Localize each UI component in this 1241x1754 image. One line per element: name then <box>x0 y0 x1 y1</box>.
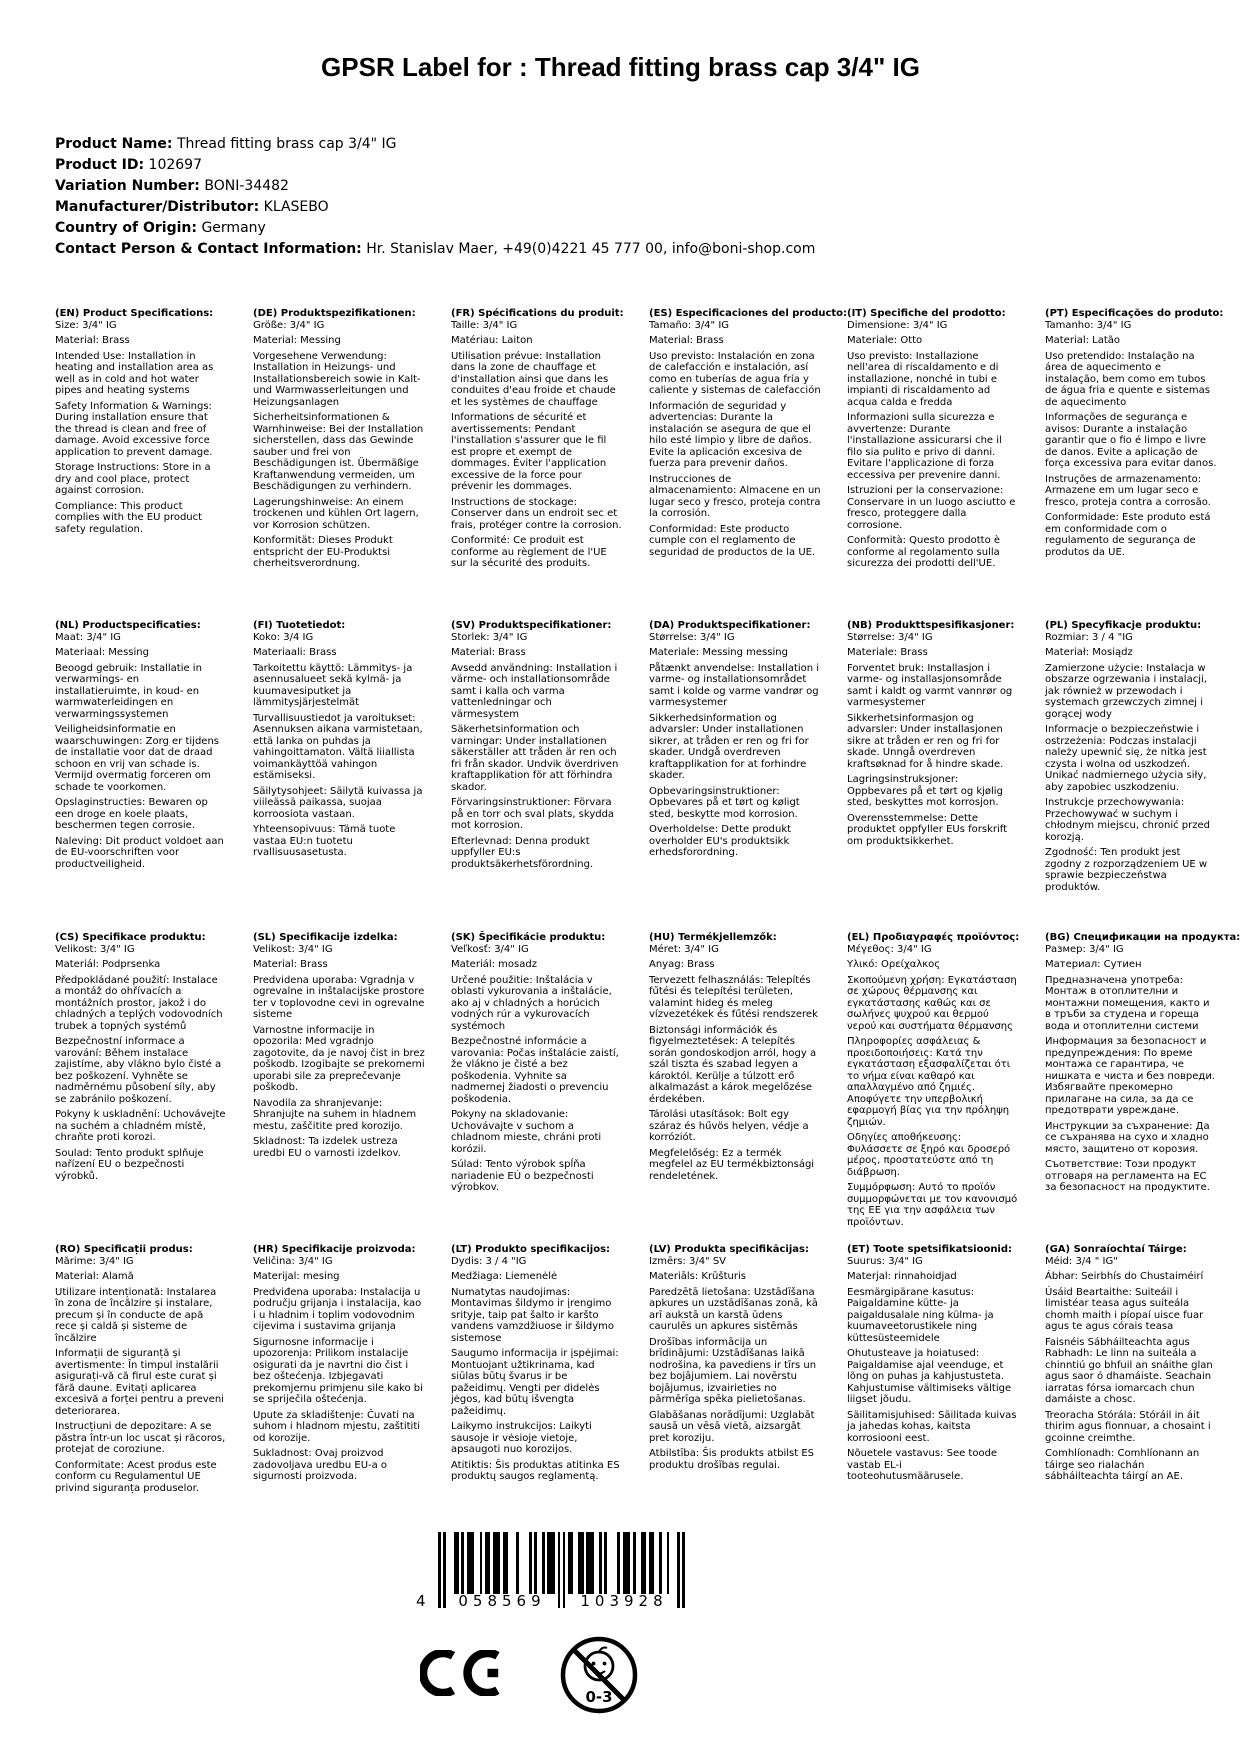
barcode-bar <box>506 1532 509 1594</box>
product-info-value: KLASEBO <box>263 199 329 215</box>
spec-block-header: (LT) Produkto specifikacijos: <box>451 1244 611 1255</box>
spec-paragraph: Suurus: 3/4" IG <box>847 1255 923 1267</box>
product-info <box>55 134 815 260</box>
spec-paragraph: Beoogd gebruik: Installatie in verwarmings- en installatieruimte, in koud- en warmwaterleidingen en verwarmingssystemen <box>55 662 202 720</box>
spec-paragraph: Sukladnost: Ovaj proizvod zadovoljava uredbu EU-a o sigurnosti proizvoda. <box>253 1448 388 1482</box>
spec-paragraph: Soulad: Tento produkt splňuje nařízení EU o bezpečnosti výrobků. <box>55 1147 204 1182</box>
spec-block-el <box>847 932 1019 1228</box>
spec-block-header: (PT) Especificações do produto: <box>1045 308 1224 319</box>
product-info-label: Manufacturer/Distributor: <box>55 199 260 215</box>
spec-paragraph: Izmērs: 3/4" SV <box>649 1255 727 1267</box>
spec-paragraph: Yhteensopivuus: Tämä tuote vastaa EU:n tuotetu rvallisuusasetusta. <box>253 824 396 858</box>
spec-paragraph: Instrucțiuni de depozitare: A se păstra într-un loc uscat și răcoros, protejat de coroziune. <box>55 1421 226 1455</box>
product-info-row <box>55 155 815 176</box>
spec-paragraph: Tamaño: 3/4" IG <box>649 319 730 331</box>
spec-paragraph: Saugumo informacija ir įspėjimai: Montuojant užtikrinama, kad siūlas būtų švarus ir be pažeidimų. Vengti per didelės jėgos, kad būtų išvengta pažeidimų. <box>451 1348 619 1417</box>
spec-paragraph: Tamanho: 3/4" IG <box>1045 319 1132 331</box>
spec-paragraph: Biztonsági információk és figyelmeztetések: A telepítés során gondoskodjon arról, hogy a szál tiszta és szabad legyen a károktól. Kerülje a túlzott erő alkalmazást a károk megelőzése érdekében. <box>649 1024 817 1105</box>
spec-paragraph: Eesmärgipärane kasutus: Paigaldamine kütte- ja paigaldusalale ning külma- ja kuumaveetorustikele ning küttesüsteemidele <box>847 1286 994 1344</box>
spec-paragraph: Υλικό: Ορείχαλκος <box>847 959 941 970</box>
spec-paragraph: Vorgesehene Verwendung: Installation in Heizungs- und Installationsbereich sowie in Kalt- und Warmwasserleitungen und Heizungsanlagen <box>253 350 421 408</box>
spec-block-pl <box>1045 620 1217 893</box>
spec-block-fi <box>253 620 425 859</box>
spec-paragraph: Säilitamisjuhised: Säilitada kuivas ja jahedas kohas, kaitsta korrosiooni eest. <box>847 1409 1017 1444</box>
spec-paragraph: Glabāšanas norādījumi: Uzglabāt sausā un vēsā vietā, aizsargāt pret koroziju. <box>649 1409 815 1444</box>
spec-paragraph: Material: Brass <box>55 335 130 346</box>
spec-paragraph: Conformità: Questo prodotto è conforme al regolamento sulla sicurezza dei prodotti dell'UE. <box>847 535 1001 569</box>
spec-paragraph: Størrelse: 3/4" IG <box>847 631 933 643</box>
spec-block-header: (CS) Specifikace produktu: <box>55 932 206 943</box>
spec-paragraph: Bezpečnostné informácie a varovania: Počas inštalácie zaistí, že vlákno je čisté a bez poškodenia. Vyhnite sa nadmernej žiadosti o prevenciu poškodenia. <box>451 1036 619 1105</box>
page-title: GPSR Label for : Thread fitting brass cap 3/4" IG <box>321 52 920 82</box>
spec-paragraph: Материал: Сутиен <box>1045 959 1142 970</box>
spec-paragraph: Velikost: 3/4" IG <box>253 943 333 955</box>
spec-paragraph: Instruções de armazenamento: Armazene em um lugar seco e fresco, proteja contra a corrosão. <box>1045 473 1211 508</box>
spec-paragraph: Predvidena uporaba: Vgradnja v ogrevalne in inštalacijske prostore ter v toplovodne cevi in ogrevalne sisteme <box>253 974 425 1020</box>
spec-paragraph: Tarkoitettu käyttö: Lämmitys- ja asennusalueet sekä kylmä- ja kuumavesiputket ja lämmitysjärjestelmät <box>253 662 413 708</box>
spec-paragraph: Dydis: 3 / 4 "IG <box>451 1255 527 1267</box>
spec-paragraph: Ohutusteave ja hoiatused: Paigaldamise ajal veenduge, et lõng on puhas ja kahjustusteta. Kahjustumise vältimiseks vältige liigset jõudu. <box>847 1348 1012 1405</box>
barcode-bar <box>498 1532 501 1594</box>
spec-paragraph: Material: Messing <box>253 335 341 346</box>
spec-paragraph: Taille: 3/4" IG <box>451 319 518 331</box>
barcode-bar <box>659 1532 662 1594</box>
barcode-bar <box>480 1532 483 1594</box>
spec-block-header: (LV) Produkta specifikācijas: <box>649 1244 809 1255</box>
spec-block-et <box>847 1244 1019 1483</box>
spec-paragraph: Upute za skladištenje: Čuvati na suhom i hladnom mjestu, zaštititi od korozije. <box>253 1409 421 1444</box>
spec-paragraph: Materiál: mosadz <box>451 959 537 970</box>
spec-block-header: (SL) Specifikacije izdelka: <box>253 932 398 943</box>
spec-paragraph: Určené použitie: Inštalácia v oblasti vykurovania a inštalácie, ako aj v chladných a horúcich vodných rúr a vykurovacích systémoch <box>451 974 612 1032</box>
product-info-label: Product Name: <box>55 136 173 152</box>
spec-paragraph: Instructions de stockage: Conserver dans un endroit sec et frais, protéger contre la corrosion. <box>451 496 622 531</box>
spec-paragraph: Bezpečnostní informace a varování: Během instalace zajistíme, aby vlákno bylo čisté a bez poškození. Vyhněte se nadměrnému působení síly, aby se zabránilo poškození. <box>55 1036 222 1105</box>
spec-paragraph: Informações de segurança e avisos: Durante a instalação garantir que o fio é limpo e livre de danos. Evite a aplicação de força excessiva para evitar danos. <box>1045 412 1217 469</box>
spec-paragraph: Informations de sécurité et avertissements: Pendant l'installation s'assurer que le fil est propre et exempt de dommages. Éviter l'application excessive de la force pour prévenir les dommages. <box>451 412 607 492</box>
spec-paragraph: Materiał: Mosiądz <box>1045 647 1133 658</box>
spec-block-header: (DA) Produktspecifikationer: <box>649 620 811 631</box>
spec-paragraph: Förvaringsinstruktioner: Förvara på en torr och sval plats, skydda mot korrosion. <box>451 797 615 831</box>
product-info-row <box>55 197 815 218</box>
spec-paragraph: Οδηγίες αποθήκευσης: Φυλάσσετε σε ξηρό και δροσερό μέρος, προστατεύστε από τη διάβρωση. <box>847 1132 1011 1178</box>
spec-paragraph: Atitiktis: Šis produktas atitinka ES produktų saugos reglamentą. <box>451 1459 620 1482</box>
spec-paragraph: Sigurnosne informacije i upozorenja: Prilikom instalacije osigurati da je navrtni dio čist i bez oštećenja. Izbjegavati prekomjernu primjenu sile kako bi se spriječila oštećenja. <box>253 1336 423 1405</box>
product-info-row <box>55 134 815 155</box>
spec-block-cs <box>55 932 227 1182</box>
spec-paragraph: Zamierzone użycie: Instalacja w obszarze ogrzewania i instalacji, jak również w przewodach i systemach grzewczych zimnej i gorącej wody <box>1045 662 1207 720</box>
spec-paragraph: Numatytas naudojimas: Montavimas šildymo ir įrengimo srityje, taip pat šalto ir karšto vandens vamzdžiuose ir šildymo sistemose <box>451 1286 614 1344</box>
barcode-bar <box>617 1532 620 1594</box>
spec-paragraph: Navodila za shranjevanje: Shranjujte na suhem in hladnem mestu, zaščitite pred korozijo. <box>253 1097 417 1132</box>
spec-paragraph: Konformität: Dieses Produkt entspricht der EU-Produktsi cherheitsverordnung. <box>253 535 393 569</box>
spec-block-header: (EN) Product Specifications: <box>55 308 214 319</box>
spec-paragraph: Méid: 3/4 " IG" <box>1045 1255 1118 1267</box>
product-info-row <box>55 176 815 197</box>
spec-block-header: (FR) Spécifications du produit: <box>451 308 624 319</box>
barcode-bar <box>552 1532 555 1594</box>
barcode-bar <box>667 1532 670 1594</box>
spec-block-header: (RO) Specificații produs: <box>55 1244 193 1255</box>
barcode-bar <box>643 1532 646 1594</box>
spec-paragraph: Maat: 3/4" IG <box>55 631 121 643</box>
spec-paragraph: Размер: 3/4" IG <box>1045 943 1124 955</box>
product-info-label: Variation Number: <box>55 178 200 194</box>
barcode-bar <box>651 1532 654 1594</box>
spec-paragraph: Sikkerhetsinformasjon og advarsler: Under installasjonen sikre at tråden er ren og fri for skade. Unngå overdreven kraftsøknad for å hindre skade. <box>847 712 1004 770</box>
spec-paragraph: Lagerungshinweise: An einem trockenen und kühlen Ort lagern, vor Korrosion schützen. <box>253 496 419 531</box>
spec-paragraph: Material: Brass <box>649 335 724 346</box>
spec-paragraph: Conformidade: Este produto está em conformidade com o regulamento de segurança de produtos da UE. <box>1045 512 1211 558</box>
product-info-row <box>55 218 815 239</box>
spec-paragraph: Uso pretendido: Instalação na área de aquecimento e instalação, bem como em tubos de água fria e quente e sistemas de aquecimento <box>1045 350 1210 408</box>
spec-paragraph: Medžiaga: Liemenėlė <box>451 1271 558 1282</box>
spec-paragraph: Drošības informācija un brīdinājumi: Uzstādīšanas laikā nodrošina, ka pavediens ir tīrs un bez bojājumiem. Lai novērstu bojājumus, izvairieties no pārmērīga spēka pielietošanas. <box>649 1336 817 1405</box>
spec-paragraph: Zgodność: Ten produkt jest zgodny z rozporządzeniem UE w sprawie bezpieczeństwa produktów. <box>1045 847 1208 893</box>
spec-paragraph: Påtænkt anvendelse: Installation i varme- og installationsområdet samt i kolde og varme vandrør og varmesystemer <box>649 662 820 708</box>
spec-paragraph: Informacje o bezpieczeństwie i ostrzeżenia: Podczas instalacji należy upewnić się, że nitka jest czysta i wolna od uszkodzeń. Unikać nadmiernego użycia siły, aby zapobiec uszkodzeniu. <box>1045 724 1207 793</box>
spec-paragraph: Instrukcje przechowywania: Przechowywać w suchym i chłodnym miejscu, chronić przed korozją. <box>1045 797 1211 843</box>
spec-paragraph: Инструкции за съхранение: Да се съхранява на сухо и хладно място, защитено от корозия. <box>1045 1120 1210 1155</box>
spec-paragraph: Opslaginstructies: Bewaren op een droge en koele plaats, beschermen tegen corrosie. <box>55 797 208 831</box>
spec-paragraph: Uso previsto: Instalación en zona de calefacción e instalación, así como en tuberías de agua fría y caliente y sistemas de calefacción <box>649 350 821 396</box>
spec-paragraph: Uso previsto: Installazione nell'area di riscaldamento e di installazione, nonché in tubi e impianti di riscaldamento ad acqua calda e fredda <box>847 350 999 408</box>
spec-paragraph: Rozmiar: 3 / 4 "IG <box>1045 631 1133 643</box>
spec-paragraph: Информация за безопасност и предупреждения: По време монтажа се гарантира, че нишката е чиста и без повреди. Избягвайте прекомерно прилагане на сила, за да се предотврати увреждане. <box>1045 1036 1215 1116</box>
barcode-bar <box>456 1532 459 1594</box>
spec-paragraph: Súlad: Tento výrobok spĺňa nariadenie EÚ o bezpečnosti výrobkov. <box>451 1159 594 1193</box>
barcode-first-digit: 4 <box>416 1592 426 1610</box>
spec-paragraph: Turvallisuustiedot ja varoitukset: Asennuksen aikana varmistetaan, että lanka on puhdas ja vahingoittamaton. Vältä liiallista voimankäyttöä vahingon estämiseksi. <box>253 712 423 781</box>
ce-mark-icon <box>420 1650 512 1700</box>
spec-block-de <box>253 308 425 570</box>
spec-block-header: (EL) Προδιαγραφές προϊόντος: <box>847 932 1020 943</box>
spec-block-header: (NL) Productspecificaties: <box>55 620 201 631</box>
barcode-bar <box>438 1532 441 1608</box>
spec-block-header: (PL) Specyfikacje produktu: <box>1045 620 1202 631</box>
spec-paragraph: Material: Latão <box>1045 335 1121 346</box>
spec-paragraph: Størrelse: 3/4" IG <box>649 631 735 643</box>
spec-paragraph: Overholdelse: Dette produkt overholder EU's produktsikk erhedsforordning. <box>649 824 792 858</box>
spec-block-nl <box>55 620 227 870</box>
spec-block-header: (HU) Termékjellemzők: <box>649 932 777 943</box>
spec-paragraph: Úsáid Beartaithe: Suiteáil i limistéar teasa agus suiteála chomh maith i píopaí uisce fuar agus te agus córais teasa <box>1045 1286 1204 1332</box>
spec-block-header: (ET) Toote spetsifikatsioonid: <box>847 1244 1013 1255</box>
product-info-value: Hr. Stanislav Maer, +49(0)4221 45 777 00, info@boni-shop.com <box>366 241 816 257</box>
spec-paragraph: Sikkerhedsinformation og advarsler: Under installationen sikrer, at tråden er ren og fri for skader. Undgå overdreven kraftapplikation for at forhindre skader. <box>649 712 809 781</box>
spec-paragraph: Información de seguridad y advertencias: Durante la instalación se asegura de que el hilo esté limpio y libre de daños. Evite la aplicación excesiva de fuerza para prevenir daños. <box>649 400 812 469</box>
spec-block-fr <box>451 308 623 570</box>
spec-block-en <box>55 308 227 535</box>
spec-paragraph: Предназначена употреба: Монтаж в отоплителни и монтажни помещения, както и в тръби за студена и гореща вода и отоплителни системи <box>1045 974 1210 1032</box>
barcode-bar <box>604 1532 607 1594</box>
spec-paragraph: Material: Brass <box>253 959 328 970</box>
spec-paragraph: Materiale: Messing messing <box>649 647 788 658</box>
spec-paragraph: Πληροφορίες ασφάλειας & προειδοποιήσεις: Κατά την εγκατάσταση εξασφαλίζεται ότι το νήμα είναι καθαρό και απαλλαγμένο από ζημιές. Αποφύγετε την υπερβολική εφαρμογή βίας για την πρόληψη ζημιών. <box>847 1036 1011 1128</box>
spec-block-header: (DE) Produktspezifikationen: <box>253 308 416 319</box>
spec-paragraph: Skladnost: Ta izdelek ustreza uredbi EU o varnosti izdelkov. <box>253 1136 401 1159</box>
spec-paragraph: Tervezett felhasználás: Telepítés fűtési és telepítési területen, valamint hideg és meleg vízvezetékek és fűtési rendszerek <box>649 974 818 1020</box>
spec-paragraph: Ábhar: Seirbhís do Chustaiméirí <box>1045 1271 1204 1282</box>
spec-paragraph: Méret: 3/4" IG <box>649 943 719 955</box>
spec-paragraph: Faisnéis Sábháilteachta agus Rabhadh: Le linn na suiteála a chinntiú go bhfuil an snáithe glan agus saor ó dhamáiste. Seachain iarratas fórsa iomarcach chun damáiste a chosc. <box>1045 1336 1213 1405</box>
barcode-bar <box>472 1532 475 1594</box>
spec-paragraph: Συμμόρφωση: Αυτό το προϊόν συμμορφώνεται με τον κανονισμό της ΕΕ για την ασφάλεια των προϊόντων. <box>847 1182 1018 1228</box>
product-info-label: Product ID: <box>55 157 145 173</box>
spec-paragraph: Treoracha Stórála: Stóráil in áit thirim agus fionnuar, a chosaint i gcoinne creimthe. <box>1045 1409 1211 1444</box>
spec-paragraph: Materiāls: Krūšturis <box>649 1271 746 1282</box>
barcode-left-digits: 058569 <box>458 1592 546 1610</box>
spec-block-lt <box>451 1244 623 1483</box>
barcode-bar <box>487 1532 490 1594</box>
spec-paragraph: Předpokládané použití: Instalace a montáž do ohřívacích a montážních prostor, jakož i do chladných a teplých vodovodních trubek a topných systémů <box>55 974 223 1032</box>
spec-block-header: (HR) Specifikacije proizvoda: <box>253 1244 416 1255</box>
spec-paragraph: Predviđena uporaba: Instalacija u području grijanja i instalacija, kao i u hladnim i toplim vodovodnim cijevima i sustavima grijanja <box>253 1286 422 1332</box>
barcode-bar <box>529 1532 532 1594</box>
spec-block-pt <box>1045 308 1224 558</box>
spec-paragraph: Avsedd användning: Installation i värme- och installationsområde samt i kalla och varma vattenledningar och värmesystem <box>451 662 618 720</box>
spec-paragraph: Materjal: rinnahoidjad <box>847 1271 957 1282</box>
spec-block-lv <box>649 1244 821 1471</box>
spec-paragraph: Laikymo instrukcijos: Laikyti sausoje ir vėsioje vietoje, apsaugoti nuo korozijos. <box>451 1421 592 1455</box>
spec-paragraph: Atbilstība: Šis produkts atbilst ES produktu drošības regulai. <box>649 1448 815 1471</box>
spec-paragraph: Materijal: mesing <box>253 1271 340 1282</box>
barcode-bar <box>563 1532 566 1608</box>
spec-paragraph: Σκοπούμενη χρήση: Εγκατάσταση σε χώρους θέρμανσης και εγκατάστασης καθώς και σε σωλήνες ψυχρού και θερμού νερού και συστήματα θέρμανσης <box>847 974 1017 1032</box>
spec-paragraph: Efterlevnad: Denna produkt uppfyller EU:s produktsäkerhetsförordning. <box>451 835 594 870</box>
spec-paragraph: Informazioni sulla sicurezza e avvertenze: Durante l'installazione assicurarsi che il filo sia pulito e privo di danni. Evitare l'applicazione di forza eccessiva per prevenire danni. <box>847 412 1002 481</box>
spec-paragraph: Instrucciones de almacenamiento: Almacene en un lugar seco y fresco, proteja contra la corrosión. <box>649 473 821 519</box>
barcode-bar <box>599 1532 602 1594</box>
spec-paragraph: Dimensione: 3/4" IG <box>847 319 948 331</box>
spec-block-sv <box>451 620 623 870</box>
spec-block-ro <box>55 1244 227 1494</box>
barcode-bar <box>581 1532 584 1594</box>
spec-paragraph: Materiaal: Messing <box>55 647 149 658</box>
spec-paragraph: Mărime: 3/4" IG <box>55 1255 134 1267</box>
spec-paragraph: Conformité: Ce produit est conforme au règlement de l'UE sur la sécurité des produits. <box>451 535 607 569</box>
barcode-right-digits: 103928 <box>580 1592 668 1610</box>
spec-block-header: (SV) Produktspecifikationer: <box>451 620 612 631</box>
barcode-bar <box>591 1532 594 1594</box>
spec-paragraph: Съответствие: Този продукт отговаря на регламента на ЕС за безопасност на продуктите. <box>1045 1159 1210 1193</box>
barcode-bar <box>542 1532 545 1594</box>
spec-paragraph: Anyag: Brass <box>649 959 715 970</box>
spec-block-header: (GA) Sonraíochtaí Táirge: <box>1045 1244 1187 1255</box>
spec-paragraph: Compliance: This product complies with the EU product safety regulation. <box>55 500 203 535</box>
spec-paragraph: Veličina: 3/4" IG <box>253 1255 333 1267</box>
barcode-bar <box>633 1532 636 1594</box>
spec-block-hu <box>649 932 821 1182</box>
spec-block-header: (BG) Спецификации на продукта: <box>1045 932 1241 943</box>
spec-paragraph: Tárolási utasítások: Bolt egy száraz és hűvös helyen, védje a korróziót. <box>649 1109 809 1143</box>
spec-block-es <box>649 308 848 558</box>
spec-paragraph: Istruzioni per la conservazione: Conservare in un luogo asciutto e fresco, proteggere dalla corrosione. <box>847 485 1016 531</box>
barcode-bar <box>628 1532 631 1594</box>
spec-block-header: (ES) Especificaciones del producto: <box>649 308 848 319</box>
spec-paragraph: Intended Use: Installation in heating and installation area as well as in cold and hot water pipes and heating systems <box>55 350 214 396</box>
spec-paragraph: Velikost: 3/4" IG <box>55 943 135 955</box>
spec-block-sk <box>451 932 623 1194</box>
spec-block-header: (NB) Produkttspesifikasjoner: <box>847 620 1015 631</box>
spec-block-ga <box>1045 1244 1217 1483</box>
spec-block-header: (IT) Specifiche del prodotto: <box>847 308 1006 319</box>
spec-block-da <box>649 620 821 859</box>
spec-block-header: (SK) Špecifikácie produktu: <box>451 932 606 943</box>
spec-block-header: (FI) Tuotetiedot: <box>253 620 346 631</box>
spec-paragraph: Sicherheitsinformationen & Warnhinweise: Bei der Installation sicherstellen, dass das Gewinde sauber und frei von Beschädigungen ist. Übermäßige Kraftanwendung vermeiden, um Beschädigungen zu verhindern. <box>253 412 424 492</box>
product-info-label: Country of Origin: <box>55 220 197 236</box>
spec-paragraph: Conformitate: Acest produs este conform cu Regulamentul UE privind siguranța produselor. <box>55 1459 217 1494</box>
spec-paragraph: Säkerhetsinformation och varningar: Under installationen säkerställer att tråden är ren och fri från skador. Undvik överdriven kraftapplikation för att förhindra skador. <box>451 724 619 793</box>
spec-paragraph: Safety Information & Warnings: During installation ensure that the thread is clean and free of damage. Avoid excessive force application to prevent damage. <box>55 400 213 458</box>
spec-paragraph: Storage Instructions: Store in a dry and cool place, protect against corrosion. <box>55 462 211 496</box>
spec-paragraph: Material: Brass <box>451 647 526 658</box>
spec-paragraph: Storlek: 3/4" IG <box>451 631 528 643</box>
spec-paragraph: Veľkosť: 3/4" IG <box>451 943 529 955</box>
spec-block-nb <box>847 620 1019 847</box>
product-info-value: 102697 <box>148 157 202 173</box>
spec-paragraph: Naleving: Dit product voldoet aan de EU-voorschriften voor productveiligheid. <box>55 835 224 870</box>
spec-paragraph: Materiál: Podprsenka <box>55 959 161 970</box>
spec-paragraph: Opbevaringsinstruktioner: Opbevares på et tørt og køligt sted, beskytte mod korrosion. <box>649 785 800 820</box>
barcode-bar <box>534 1532 537 1594</box>
product-info-label: Contact Person & Contact Information: <box>55 241 362 257</box>
spec-paragraph: Μέγεθος: 3/4" IG <box>847 943 932 955</box>
spec-paragraph: Conformidad: Este producto cumple con el reglamento de seguridad de productos de la UE. <box>649 523 816 558</box>
barcode-bar <box>516 1532 519 1594</box>
barcode-bar <box>461 1532 464 1594</box>
age-label: 0-3 <box>585 1688 613 1706</box>
spec-paragraph: Overensstemmelse: Dette produktet oppfyller EUs forskrift om produktsikkerhet. <box>847 812 1008 847</box>
product-info-value: Germany <box>201 220 266 236</box>
spec-paragraph: Megfelelőség: Ez a termék megfelel az EU termékbiztonsági rendeletének. <box>649 1147 815 1182</box>
spec-paragraph: Veiligheidsinformatie en waarschuwingen: Zorg er tijdens de installatie voor dat de draad schoon en vrij van schade is. Vermijd overmatig forceren om schade te voorkomen. <box>55 724 220 793</box>
spec-paragraph: Pokyny na skladovanie: Uchovávajte v suchom a chladnom mieste, chráni proti korózii. <box>451 1109 602 1155</box>
spec-block-sl <box>253 932 425 1159</box>
spec-paragraph: Materiale: Brass <box>847 647 928 658</box>
barcode-bar <box>682 1532 685 1608</box>
spec-paragraph: Säilytysohjeet: Säilytä kuivassa ja viileässä paikassa, suojaa korroosiota vastaan. <box>253 785 423 820</box>
spec-paragraph: Size: 3/4" IG <box>55 319 117 331</box>
spec-grid <box>55 308 1241 1556</box>
spec-paragraph: Paredzētā lietošana: Uzstādīšana apkures un uzstādīšanas zonā, kā arī aukstā un karstā ūdens caurulēs un apkures sistēmās <box>649 1286 818 1332</box>
spec-paragraph: Material: Alamă <box>55 1271 134 1282</box>
spec-paragraph: Materiale: Otto <box>847 335 923 346</box>
spec-paragraph: Utilisation prévue: Installation dans la zone de chauffage et d'installation ainsi que dans les conduites d'eau froide et chaude et les systèmes de chauffage <box>451 350 616 408</box>
spec-block-it <box>847 308 1019 570</box>
spec-paragraph: Utilizare intenționată: Instalarea în zona de încălzire și instalare, precum și în conducte de apă rece și caldă și sisteme de încălzire <box>55 1286 217 1344</box>
spec-paragraph: Informații de siguranță și avertismente: În timpul instalării asigurați-vă că firul este curat și fără daune. Evitați aplicarea excesivă a forței pentru a preveni deteriorarea. <box>55 1348 224 1417</box>
spec-paragraph: Lagringsinstruksjoner: Oppbevares på et tørt og kjølig sted, beskyttes mot korrosjon. <box>847 774 1003 808</box>
spec-block-hr <box>253 1244 425 1483</box>
spec-paragraph: Pokyny k uskladnění: Uchovávejte na suchém a chladném místě, chraňte proti korozi. <box>55 1109 226 1143</box>
spec-paragraph: Matériau: Laiton <box>451 335 533 346</box>
spec-paragraph: Nõuetele vastavus: See toode vastab EL-i tooteohutusmäärusele. <box>847 1448 998 1482</box>
product-info-value: BONI-34482 <box>204 178 289 194</box>
age-warning-icon <box>556 1632 642 1722</box>
spec-block-bg <box>1045 932 1241 1194</box>
product-info-row <box>55 239 815 260</box>
spec-paragraph: Materiaali: Brass <box>253 647 337 658</box>
barcode <box>408 1532 708 1628</box>
spec-paragraph: Größe: 3/4" IG <box>253 319 325 331</box>
product-info-value: Thread fitting brass cap 3/4" IG <box>176 136 397 152</box>
spec-paragraph: Varnostne informacije in opozorila: Med vgradnjo zagotovite, da je navoj čist in brez poškodb. Izogibajte se prekomerni uporabi sile za preprečevanje poškodb. <box>253 1024 425 1093</box>
spec-paragraph: Koko: 3/4 IG <box>253 631 314 643</box>
barcode-bar <box>571 1532 574 1594</box>
spec-paragraph: Comhlíonadh: Comhlíonann an táirge seo rialachán sábháilteachta táirgí an AE. <box>1045 1448 1200 1482</box>
spec-paragraph: Forventet bruk: Installasjon i varme- og installasjonsområde samt i kaldt og varmt vannrør og varmesystemer <box>847 662 1013 708</box>
